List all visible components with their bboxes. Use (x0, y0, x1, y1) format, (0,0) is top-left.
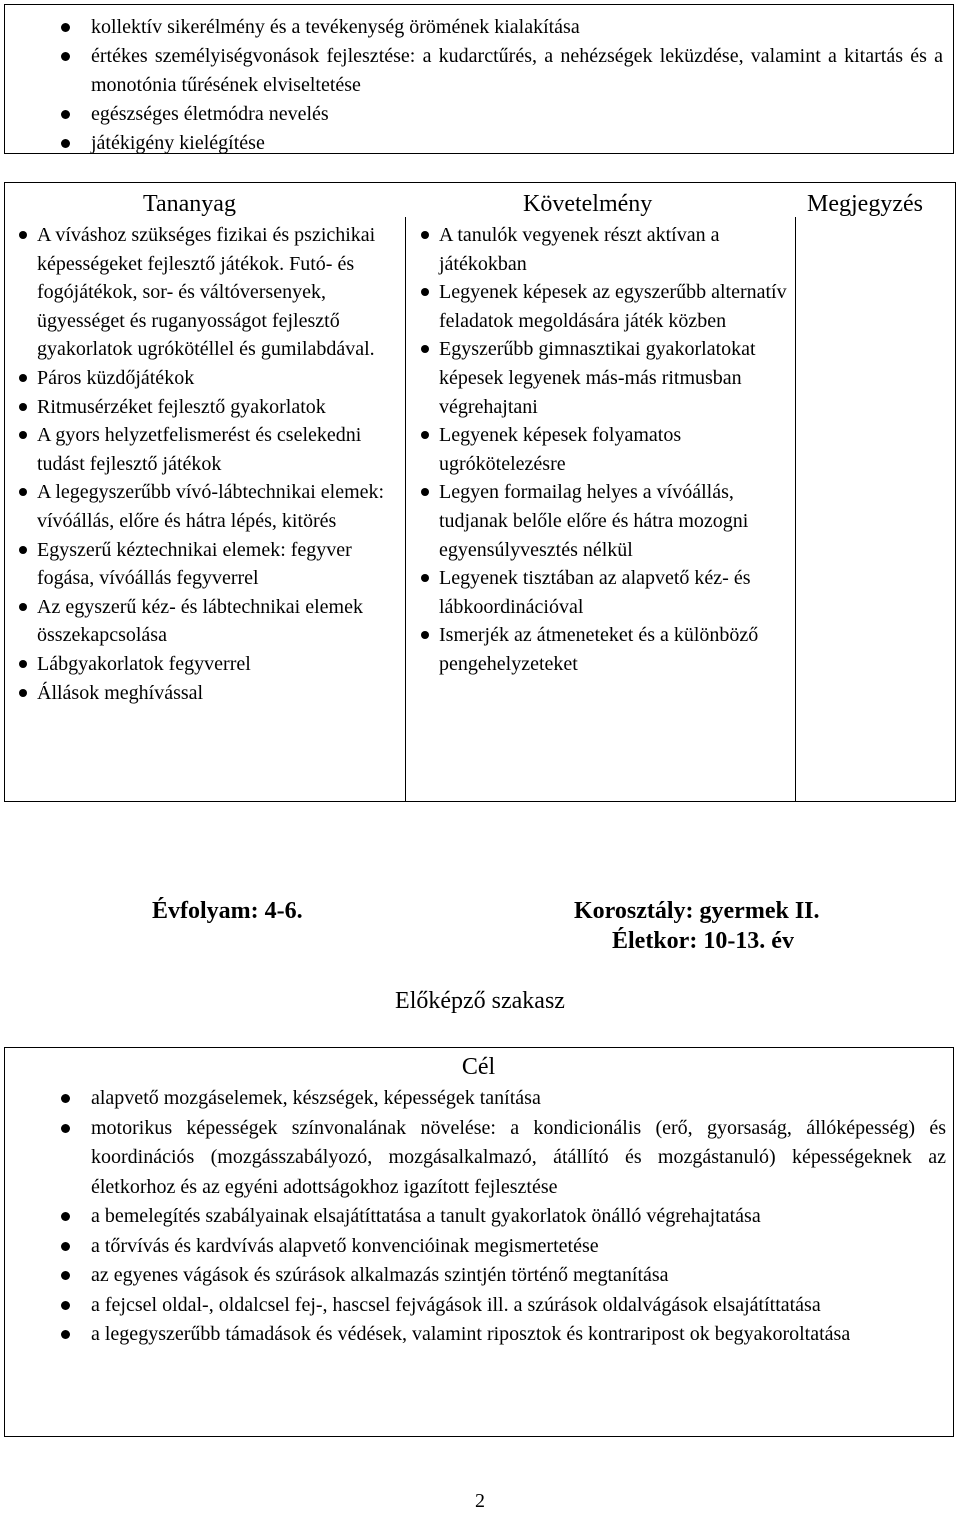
kovetelmeny-item: Legyenek képesek az egyszerűbb alternatív feladatok megoldására játék közben (411, 278, 791, 335)
age-group-label: Korosztály: gyermek II. (574, 898, 820, 924)
kovetelmeny-item: Legyen formailag helyes a vívóállás, tudjanak belőle előre és hátra mozogni egyensúlyvesztés nélkül (411, 478, 791, 564)
kovetelmeny-item: Legyenek képesek folyamatos ugrókötelezésre (411, 421, 791, 478)
goal-item: a legegyszerűbb támadások és védések, valamint riposztok és kontraripost ok begyakoroltatása (5, 1320, 952, 1350)
tananyag-item: Állások meghívással (9, 679, 403, 708)
curriculum-table (4, 182, 956, 802)
goal-item: a bemelegítés szabályainak elsajátíttatása a tanult gyakorlatok önálló végrehajtatása (5, 1202, 952, 1232)
goal-item: az egyenes vágások és szúrások alkalmazás szintjén történő megtanítása (5, 1261, 952, 1291)
kovetelmeny-item: A tanulók vegyenek részt aktívan a játékokban (411, 221, 791, 278)
tananyag-item: Az egyszerű kéz- és lábtechnikai elemek összekapcsolása (9, 593, 403, 650)
kovetelmeny-item: Ismerjék az átmeneteket és a különböző pengehelyzeteket (411, 621, 791, 678)
list-item: játékigény kielégítése (5, 129, 953, 158)
grade-label: Évfolyam: 4-6. (152, 898, 303, 924)
tananyag-item: Ritmusérzéket fejlesztő gyakorlatok (9, 393, 403, 422)
stage-title: Előképző szakasz (395, 988, 565, 1014)
list-item: kollektív sikerélmény és a tevékenység örömének kialakítása (5, 13, 953, 42)
kovetelmeny-list (411, 221, 791, 679)
goal-box (4, 1047, 954, 1437)
goal-item: a tőrvívás és kardvívás alapvető konvencióinak megismertetése (5, 1232, 952, 1262)
goal-item: a fejcsel oldal-, oldalcsel fej-, hascsel fejvágások ill. a szúrások oldalvágások elsajátíttatása (5, 1291, 952, 1321)
kovetelmeny-item: Legyenek tisztában az alapvető kéz- és lábkoordinációval (411, 564, 791, 621)
tananyag-list (9, 221, 403, 707)
goal-title: Cél (461, 1054, 496, 1080)
tananyag-item: Lábgyakorlatok fegyverrel (9, 650, 403, 679)
column-divider (795, 217, 796, 801)
header-kovetelmeny: Követelmény (523, 191, 653, 217)
header-tananyag: Tananyag (143, 191, 236, 217)
goal-item: motorikus képességek színvonalának növelése: a kondicionális (erő, gyorsaság, állóképesség) és koordinációs (mozgásszabályozó, mozgásalkalmazó, átállító és mozgástanuló) képességeknek az életkorhoz és az egyéni adottságokhoz igazított fejlesztése (5, 1114, 952, 1203)
top-bullet-list (5, 13, 953, 158)
tananyag-item: Egyszerű kéztechnikai elemek: fegyver fogása, vívóállás fegyverrel (9, 536, 403, 593)
top-list-box (4, 4, 954, 154)
list-item: értékes személyiségvonások fejlesztése: a kudarctűrés, a nehézségek leküzdése, valamint a kitartás és a monotónia tűrésének elviseltetése (5, 42, 953, 100)
tananyag-item: A legegyszerűbb vívó-lábtechnikai elemek: vívóállás, előre és hátra lépés, kitörés (9, 478, 403, 535)
page-number: 2 (475, 1490, 485, 1512)
tananyag-item: A víváshoz szükséges fizikai és pszichikai képességeket fejlesztő játékok. Futó- és fogójátékok, sor- és váltóversenyek, ügyességet és ruganyosságot fejlesztő gyakorlatok ugrókötéllel és gumilabdával. (9, 221, 403, 364)
list-item: egészséges életmódra nevelés (5, 100, 953, 129)
header-megjegyzes: Megjegyzés (807, 191, 923, 217)
tananyag-item: Páros küzdőjátékok (9, 364, 403, 393)
goal-item: alapvető mozgáselemek, készségek, képességek tanítása (5, 1084, 952, 1114)
column-divider (405, 217, 406, 801)
tananyag-item: A gyors helyzetfelismerést és cselekedni tudást fejlesztő játékok (9, 421, 403, 478)
age-label: Életkor: 10-13. év (612, 928, 794, 954)
goal-list (5, 1084, 952, 1350)
kovetelmeny-item: Egyszerűbb gimnasztikai gyakorlatokat képesek legyenek más-más ritmusban végrehajtani (411, 335, 791, 421)
